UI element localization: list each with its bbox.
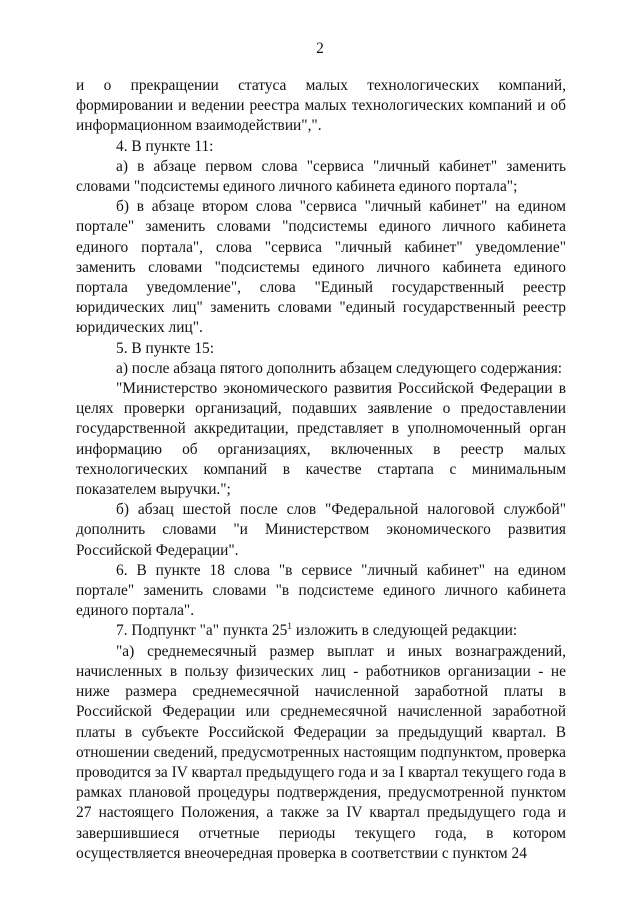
- paragraph-item-5: 5. В пункте 15:: [116, 339, 215, 357]
- paragraph-item-7-text-end: изложить в следующей редакции:: [292, 622, 518, 640]
- paragraph-item-5b: б) абзац шестой после слов "Федеральной налоговой службой" дополнить словами "и Министерством экономического развития Российской Федерации".: [76, 501, 566, 559]
- paragraph-item-4a: а) в абзаце первом слова "сервиса "личный кабинет" заменить словами "подсистемы единого личного кабинета единого портала";: [76, 157, 566, 196]
- superscript-number: 1: [287, 622, 293, 633]
- paragraph-item-6: 6. В пункте 18 слова "в сервисе "личный кабинет" на едином портале" заменить словами "в подсистеме единого личного кабинета единого портала".: [76, 561, 566, 620]
- page-number: 2: [316, 40, 324, 57]
- paragraph-item-7: [76, 621, 566, 641]
- paragraph-item-4: 4. В пункте 11:: [116, 137, 214, 155]
- paragraph-item-5a: а) после абзаца пятого дополнить абзацем следующего содержания:: [116, 359, 563, 377]
- paragraph-item-7-text: 7. Подпункт "а" пункта 25: [116, 622, 288, 640]
- paragraph-item-4b: б) в абзаце втором слова "сервиса "личный кабинет" на едином портале" заменить словами "подсистемы единого личного кабинета единого портала", слова "сервиса "личный кабинет" уведомление" заменить словами "подсистемы единого личного кабинета единого портала уведомление", слова "Единый государственный реестр юридических лиц" заменить словами "единый государственный реестр юридических лиц".: [76, 198, 566, 337]
- paragraph-quoted-text: "Министерство экономического развития Российской Федерации в целях проверки организаций, подавших заявление о предоставлении государственной аккредитации, представляет в уполномоченный орган информацию об организациях, включенных в реестр малых технологических компаний в качестве стартапа с минимальным показателем выручки.";: [76, 380, 566, 499]
- document-body: [76, 76, 566, 864]
- paragraph-item-7a: "а) среднемесячный размер выплат и иных вознаграждений, начисленных в пользу физических лиц - работников организации - не ниже размера среднемесячной начисленной заработной платы в Российской Федерации или среднемесячной начисленной заработной платы в субъекте Российской Федерации за предыдущий квартал. В отношении сведений, предусмотренных настоящим подпунктом, проверка проводится за IV квартал предыдущего года и за I квартал текущего года в рамках плановой процедуры подтверждения, предусмотренной пунктом 27 настоящего Положения, а также за IV квартал предыдущего года и завершившиеся отчетные периоды текущего года, в котором осуществляется внеочередная проверка в соответствии с пунктом 24: [76, 642, 566, 862]
- paragraph-continuation: и о прекращении статуса малых технологических компаний, формировании и ведении реестра малых технологических компаний и об информационном взаимодействии",".: [76, 77, 566, 135]
